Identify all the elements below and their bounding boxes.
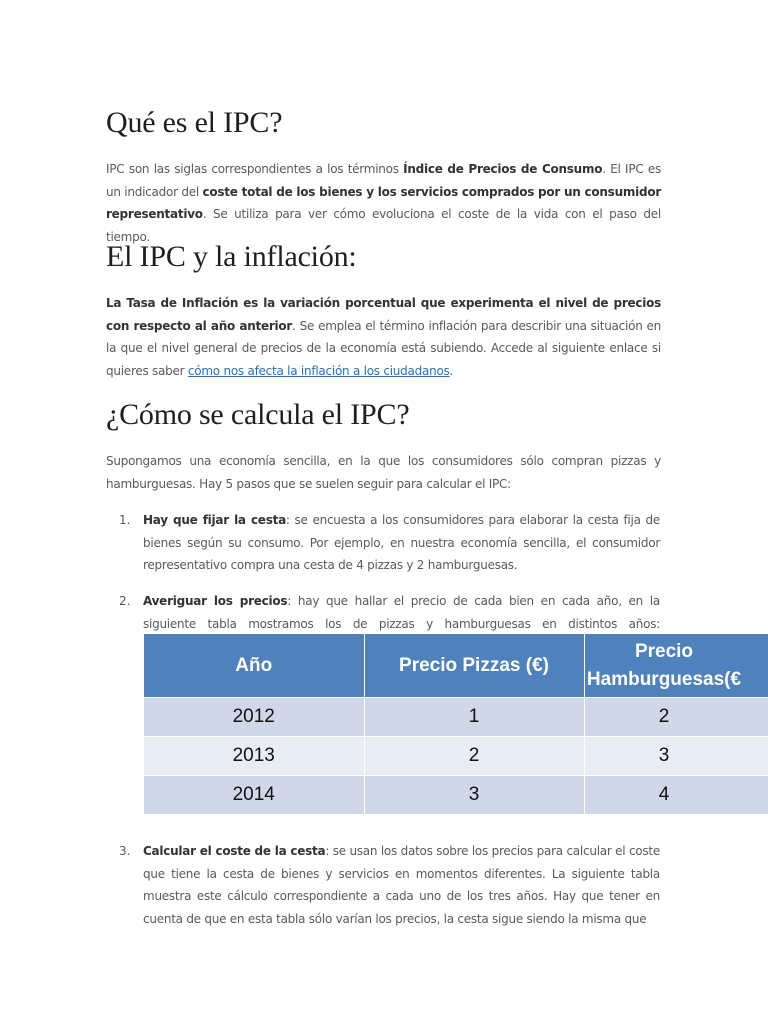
table-row bbox=[144, 737, 768, 776]
list-item-calcular-coste: Calcular el coste de la cesta: se usan los datos sobre los precios para calcular el coste que tiene la cesta de bienes y servicios en momentos diferentes. La siguiente tabla muestra este cálculo correspondiente a cada uno de los tres años. Hay que tener en cuenta de que en esta tabla sólo varían los precios, la cesta sigue siendo la misma que bbox=[143, 844, 660, 926]
list-item-averiguar-precios: Averiguar los precios: hay que hallar el precio de cada bien en cada año, en la siguiente tabla mostramos los de pizzas y hamburguesas en distintos años: bbox=[143, 594, 660, 631]
list-number-2: 2. bbox=[119, 594, 131, 608]
list-item-fijar-cesta: Hay que fijar la cesta: se encuesta a los consumidores para elaborar la cesta fija de bienes según su consumo. Por ejemplo, en nuestra economía sencilla, el consumidor representativo compra una cesta de 4 pizzas y 2 hamburguesas. bbox=[143, 513, 660, 572]
header-precio-hamburguesas: Precio Hamburguesas(€ bbox=[584, 634, 768, 698]
paragraph-ipc-definition: IPC son las siglas correspondientes a los términos Índice de Precios de Consumo. El IPC es un indicador del coste total de los bienes y los servicios comprados por un consumidor representativo. Se utiliza para ver cómo evoluciona el coste de la vida con el paso del tiempo. bbox=[106, 162, 661, 244]
header-precio-pizzas: Precio Pizzas (€) bbox=[364, 634, 584, 698]
header-ano: Año bbox=[144, 634, 364, 698]
cell-year: 2014 bbox=[144, 776, 364, 815]
heading-ipc-inflacion: El IPC y la inflación: bbox=[106, 240, 357, 273]
prices-table bbox=[144, 634, 768, 814]
list-number-1: 1. bbox=[119, 513, 131, 527]
cell-year: 2013 bbox=[144, 737, 364, 776]
table-header-row bbox=[144, 634, 768, 698]
cell-hamburguesas: 2 bbox=[584, 698, 768, 737]
cell-year: 2012 bbox=[144, 698, 364, 737]
cell-hamburguesas: 3 bbox=[584, 737, 768, 776]
cell-pizzas: 3 bbox=[364, 776, 584, 815]
cell-pizzas: 2 bbox=[364, 737, 584, 776]
table-row bbox=[144, 698, 768, 737]
cell-hamburguesas: 4 bbox=[584, 776, 768, 815]
paragraph-inflacion: La Tasa de Inflación es la variación porcentual que experimenta el nivel de precios con respecto al año anterior. Se emplea el término inflación para describir una situación en la que el nivel general de precios de la economía está subiendo. Accede al siguiente enlace si quieres saber cómo nos afecta la inflación a los ciudadanos. bbox=[106, 296, 662, 378]
heading-como-calcula-ipc: ¿Cómo se calcula el IPC? bbox=[106, 398, 410, 431]
table-row bbox=[144, 776, 768, 815]
heading-que-es-ipc: Qué es el IPC? bbox=[106, 106, 283, 139]
paragraph-intro: Supongamos una economía sencilla, en la que los consumidores sólo compran pizzas y hamburguesas. Hay 5 pasos que se suelen seguir para calcular el IPC: bbox=[106, 454, 661, 491]
link-inflacion-ciudadanos[interactable]: cómo nos afecta la inflación a los ciudadanos bbox=[187, 363, 450, 378]
list-number-3: 3. bbox=[119, 844, 131, 858]
cell-pizzas: 1 bbox=[364, 698, 584, 737]
